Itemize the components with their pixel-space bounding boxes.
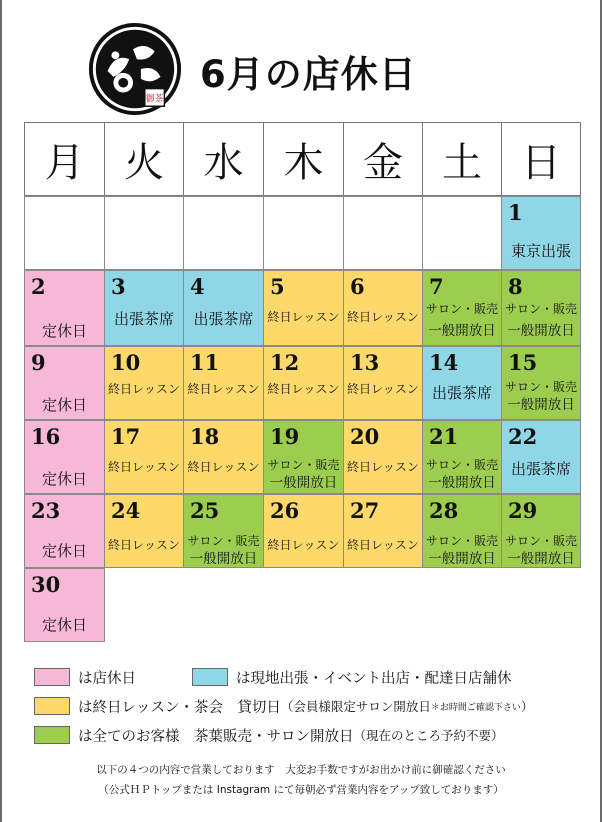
legend-swatch-yellow (34, 697, 70, 715)
day-event: サロン・販売 (425, 458, 498, 472)
legend-note: （現在のところ予約不要） (353, 728, 504, 743)
day-number: 26 (270, 498, 300, 523)
legend-label: は終日レッスン・茶会 貸切日 (78, 699, 281, 716)
day-number: 3 (111, 274, 126, 299)
day-number: 2 (31, 274, 46, 299)
legend-item-outside (192, 666, 512, 688)
day-number: 10 (111, 350, 141, 375)
day-number: 30 (31, 572, 61, 597)
legend-item-closed (34, 666, 136, 688)
day-cell (343, 420, 423, 494)
day-event: 一般開放日 (507, 397, 575, 413)
day-cell (263, 420, 344, 494)
legend-note-close: ） (520, 699, 534, 714)
day-event: 出張茶席 (193, 310, 254, 328)
day-cell (501, 346, 581, 420)
day-number: 6 (350, 274, 365, 299)
day-event: サロン・販売 (187, 534, 260, 548)
notice-line-1: 以下の４つの内容で営業しております 大変お手数ですがお出かけ前に御確認ください (96, 764, 506, 776)
day-event: 一般開放日 (428, 551, 496, 567)
day-event: 出張茶席 (431, 384, 492, 402)
day-number: 21 (429, 424, 459, 449)
day-event: 出張茶席 (510, 460, 571, 478)
day-cell (24, 270, 105, 346)
day-cell (422, 346, 502, 420)
day-cell (183, 346, 264, 420)
weekday-tue: 火 (104, 122, 184, 196)
day-event: 一般開放日 (189, 551, 258, 567)
day-cell (343, 494, 423, 568)
legend-note: （会員様限定サロン開放日 (280, 699, 431, 714)
day-cell (501, 494, 581, 568)
day-cell (422, 420, 502, 494)
day-number: 9 (31, 350, 46, 375)
day-number: 13 (350, 350, 380, 375)
day-cell-empty (343, 196, 423, 270)
day-event: サロン・販売 (425, 302, 498, 316)
day-cell (183, 270, 264, 346)
day-number: 8 (508, 274, 523, 299)
day-number: 22 (508, 424, 538, 449)
day-cell (501, 196, 581, 270)
day-cell (24, 568, 105, 642)
day-event: サロン・販売 (504, 380, 577, 394)
day-cell-empty (422, 196, 502, 270)
day-event: 定休日 (41, 396, 87, 414)
day-event: サロン・販売 (425, 534, 498, 548)
day-number: 5 (270, 274, 285, 299)
day-number: 25 (190, 498, 220, 523)
page-border-left (0, 0, 2, 822)
day-cell (183, 494, 264, 568)
day-cell (104, 270, 184, 346)
weekday-mon: 月 (24, 122, 105, 196)
day-cell (104, 494, 184, 568)
legend-swatch-pink (34, 668, 70, 686)
day-event: 終日レッスン (347, 310, 419, 324)
day-cell (343, 346, 423, 420)
day-event: 定休日 (41, 322, 87, 340)
day-cell (263, 494, 344, 568)
day-cell (24, 420, 105, 494)
day-cell (104, 420, 184, 494)
day-number: 16 (31, 424, 61, 449)
day-cell-empty (263, 196, 344, 270)
weekday-wed: 水 (183, 122, 264, 196)
day-event: 定休日 (41, 616, 87, 634)
legend-label: は店休日 (78, 670, 136, 687)
day-number: 18 (190, 424, 220, 449)
day-event: 終日レッスン (267, 382, 340, 396)
legend-label: は現地出張・イベント出店・配達日店舗休 (236, 670, 512, 687)
day-event: 一般開放日 (428, 323, 496, 339)
day-event: 終日レッスン (267, 538, 340, 552)
day-event: 出張茶席 (113, 310, 174, 328)
day-number: 11 (190, 350, 220, 375)
day-number: 19 (270, 424, 300, 449)
notice-line-2: （公式ＨＰトップまたは Instagram にて毎朝必ず営業内容をアップ致しております） (98, 784, 504, 796)
day-number: 28 (429, 498, 459, 523)
day-event: 一般開放日 (507, 551, 575, 567)
day-number: 4 (190, 274, 205, 299)
day-event: 終日レッスン (347, 538, 419, 552)
day-number: 17 (111, 424, 141, 449)
day-event: 終日レッスン (267, 310, 340, 324)
day-event: サロン・販売 (267, 458, 340, 472)
legend-item-lesson (34, 695, 533, 717)
day-event: サロン・販売 (504, 302, 577, 316)
day-cell (422, 270, 502, 346)
day-event: サロン・販売 (504, 534, 577, 548)
tea-shop-logo-icon (86, 20, 184, 118)
day-event: 終日レッスン (108, 460, 180, 474)
day-number: 12 (270, 350, 300, 375)
legend-swatch-green (34, 726, 70, 744)
day-event: 終日レッスン (187, 382, 260, 396)
weekday-sat: 土 (422, 122, 502, 196)
day-event: 終日レッスン (347, 460, 419, 474)
legend-item-open (34, 724, 504, 746)
day-number: 23 (31, 498, 61, 523)
day-event: 定休日 (41, 470, 87, 488)
day-event: 終日レッスン (108, 538, 180, 552)
day-cell (104, 346, 184, 420)
day-cell (343, 270, 423, 346)
day-number: 20 (350, 424, 380, 449)
day-number: 27 (350, 498, 380, 523)
legend-tiny-note: ＊お時間ご確認下さい (430, 702, 521, 713)
day-cell-empty (183, 196, 264, 270)
day-cell (24, 494, 105, 568)
day-number: 1 (508, 200, 523, 225)
day-cell (422, 494, 502, 568)
page-title: 6月の店休日 (200, 53, 417, 96)
day-event: 一般開放日 (507, 323, 575, 339)
day-event: 一般開放日 (269, 475, 338, 491)
day-cell (24, 346, 105, 420)
day-event: 一般開放日 (428, 475, 496, 491)
day-number: 15 (508, 350, 538, 375)
day-event: 終日レッスン (347, 382, 419, 396)
legend-label: は全てのお客様 茶葉販売・サロン開放日 (78, 728, 354, 745)
day-cell-empty (24, 196, 105, 270)
logo-seal: 御茶 (145, 94, 164, 105)
day-event: 東京出張 (510, 242, 571, 260)
day-event: 終日レッスン (187, 460, 260, 474)
day-cell (263, 346, 344, 420)
day-number: 24 (111, 498, 141, 523)
day-event: 定休日 (41, 542, 87, 560)
day-cell (501, 420, 581, 494)
day-cell (501, 270, 581, 346)
weekday-fri: 金 (343, 122, 423, 196)
weekday-thu: 木 (263, 122, 344, 196)
legend-swatch-blue (192, 668, 228, 686)
day-cell-empty (104, 196, 184, 270)
day-cell (263, 270, 344, 346)
day-event: 終日レッスン (108, 382, 180, 396)
day-number: 29 (508, 498, 538, 523)
weekday-sun: 日 (501, 122, 581, 196)
day-cell (183, 420, 264, 494)
day-number: 14 (429, 350, 459, 375)
day-number: 7 (429, 274, 444, 299)
